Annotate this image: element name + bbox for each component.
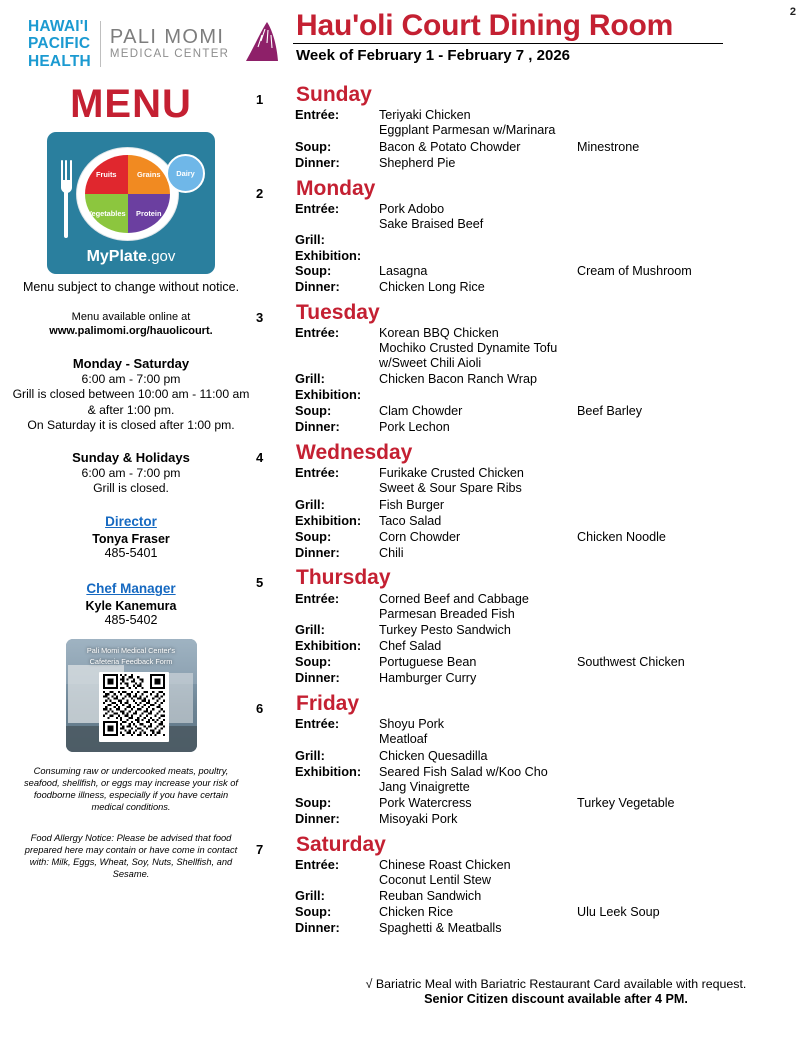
page-number: 2 <box>789 6 796 18</box>
menu-row <box>250 387 802 403</box>
menu-row-value: Portuguese Bean <box>379 655 477 670</box>
menu-row-label: Entrée: <box>295 590 340 606</box>
menu-row <box>250 670 802 686</box>
staff-chef-manager <box>12 580 250 627</box>
menu-row-value: Clam Chowder <box>379 403 463 418</box>
myplate-wordmark-main: MyPlate <box>86 248 148 265</box>
menu-row-label: Soup: <box>295 794 332 810</box>
menu-row <box>250 529 802 545</box>
day-rows <box>250 107 802 171</box>
menu-row-value: Chinese Roast Chicken <box>379 857 511 872</box>
weekday-grill-note-1: Grill is closed between 10:00 am - 11:00 am & after 1:00 pm. <box>12 387 250 417</box>
menu-row-label: Grill: <box>295 747 325 763</box>
page-title: Hau'oli Court Dining Room <box>296 9 674 42</box>
pali-momi-name: PALI MOMI <box>109 26 225 49</box>
menu-row-value-secondary: Minestrone <box>577 139 640 154</box>
menu-row-value: Lasagna <box>379 264 428 279</box>
staff-director <box>12 513 250 560</box>
menu-row <box>250 764 802 795</box>
day-name: Saturday <box>296 832 386 856</box>
day-rows <box>250 591 802 687</box>
pali-momi-logo <box>110 27 229 60</box>
day-number: 7 <box>256 841 264 857</box>
menu-row-value: Sake Braised Beef <box>379 216 484 231</box>
weekend-hours-time: 6:00 am - 7:00 pm <box>81 465 181 480</box>
menu-row <box>250 248 802 264</box>
change-notice: Menu subject to change without notice. <box>22 280 240 294</box>
bariatric-note: √ Bariatric Meal with Bariatric Restaurant Card available with request. <box>365 977 747 991</box>
day-number: 4 <box>256 449 264 465</box>
menu-footer-notes <box>250 977 810 1006</box>
menu-row-value-secondary: Southwest Chicken <box>577 655 685 670</box>
weekday-hours-time: 6:00 am - 7:00 pm <box>81 372 181 387</box>
menu-row-label: Soup: <box>295 528 332 544</box>
menu-row <box>250 419 802 435</box>
menu-row <box>250 201 802 217</box>
online-availability <box>12 311 250 339</box>
day-rows <box>250 857 802 937</box>
menu-row-value: Chicken Long Rice <box>379 280 485 295</box>
menu-row-value: Korean BBQ Chicken <box>379 326 499 341</box>
menu-row-label: Dinner: <box>295 920 340 936</box>
myplate-grains: Grains <box>128 155 171 194</box>
menu-row-value-secondary: Chicken Noodle <box>577 529 666 544</box>
menu-row <box>250 139 802 155</box>
menu-row-value-secondary: Ulu Leek Soup <box>577 905 660 920</box>
menu-row-label: Dinner: <box>295 154 340 170</box>
menu-row <box>250 873 802 889</box>
raw-food-legal-notice: Consuming raw or undercooked meats, poultry, seafood, shellfish, or eggs may increase your risk of foodborne illness, especially if you have certain medical conditions. <box>24 766 238 813</box>
menu-row <box>250 155 802 171</box>
menu-row-label: Soup: <box>295 263 332 279</box>
day-rows <box>250 325 802 435</box>
menu-row-value: Shoyu Pork <box>379 717 445 732</box>
menu-row-value: Fish Burger <box>379 497 445 512</box>
menu-row-label: Grill: <box>295 496 325 512</box>
menu-row <box>250 591 802 607</box>
director-phone: 485-5401 <box>104 546 158 561</box>
menu-row-label: Dinner: <box>295 670 340 686</box>
menu-row-value: Corned Beef and Cabbage <box>379 591 529 606</box>
menu-row-label: Dinner: <box>295 279 340 295</box>
menu-row-label: Exhibition: <box>295 247 362 263</box>
hph-line-1: HAWAI'I <box>28 18 89 35</box>
menu-row-value: Reuban Sandwich <box>379 889 482 904</box>
menu-row-value: Seared Fish Salad w/Koo Cho Jang Vinaigrette <box>379 764 548 794</box>
brand-logos <box>28 18 281 70</box>
chef-manager-role-link[interactable]: Chef Manager <box>86 581 176 597</box>
menu-row-value: Pork Watercress <box>379 795 472 810</box>
menu-row-value: Eggplant Parmesan w/Marinara <box>379 123 556 138</box>
menu-row <box>250 325 802 341</box>
menu-row-label: Exhibition: <box>295 638 362 654</box>
menu-row <box>250 107 802 123</box>
menu-row <box>250 904 802 920</box>
menu-row <box>250 545 802 561</box>
menu-row-label: Dinner: <box>295 544 340 560</box>
hph-line-3: HEALTH <box>28 52 91 70</box>
menu-row-value: Shepherd Pie <box>379 155 456 170</box>
weekday-grill-note-2: On Saturday it is closed after 1:00 pm. <box>27 417 235 432</box>
day-name: Friday <box>296 692 360 716</box>
menu-heading: MENU <box>70 82 192 126</box>
menu-row-value: Corn Chowder <box>379 529 461 544</box>
menu-row <box>250 638 802 654</box>
food-allergy-notice: Food Allergy Notice: Please be advised that food prepared here may contain or have come in contact with: Milk, Eggs, Wheat, Soy, Nuts, Shellfish, and Sesame. <box>24 832 238 879</box>
day-name: Wednesday <box>296 440 413 464</box>
menu-row-value: Pork Adobo <box>379 201 445 216</box>
menu-row <box>250 217 802 233</box>
menu-row-value: Spaghetti & Meatballs <box>379 921 502 936</box>
menu-row <box>250 622 802 638</box>
menu-url[interactable]: www.palimomi.org/hauolicourt. <box>49 324 213 337</box>
menu-row <box>250 371 802 387</box>
director-role-link[interactable]: Director <box>105 514 157 530</box>
day-block <box>250 567 802 686</box>
menu-row-value: Chicken Rice <box>379 905 454 920</box>
menu-row <box>250 732 802 748</box>
menu-row <box>250 481 802 497</box>
sidebar <box>12 84 250 880</box>
chef-manager-phone: 485-5402 <box>104 613 158 628</box>
myplate-dairy: Dairy <box>166 154 205 193</box>
qr-caption-line-2: Cafeteria Feedback Form <box>89 656 173 666</box>
menu-row <box>250 279 802 295</box>
menu-row <box>250 920 802 936</box>
menu-row-label: Exhibition: <box>295 512 362 528</box>
day-block <box>250 302 802 435</box>
hours-section <box>12 356 250 496</box>
menu-row-label: Dinner: <box>295 810 340 826</box>
myplate-wordmark <box>47 248 215 266</box>
menu-row <box>250 716 802 732</box>
myplate-protein: Protein <box>128 194 171 233</box>
menu-row-label: Grill: <box>295 232 325 248</box>
menu-row <box>250 403 802 419</box>
menu-row-value: Coconut Lentil Stew <box>379 872 492 887</box>
menu-row-label: Entrée: <box>295 856 340 872</box>
menu-row-label: Exhibition: <box>295 763 362 779</box>
menu-row-value: Pork Lechon <box>379 419 450 434</box>
weekend-grill-note: Grill is closed. <box>93 481 169 496</box>
senior-discount-note: Senior Citizen discount available after 4 PM. <box>424 992 688 1006</box>
day-block <box>250 693 802 827</box>
day-number: 3 <box>256 310 264 326</box>
menu-row-value: Teriyaki Chicken <box>379 108 471 123</box>
hph-line-2: PACIFIC <box>28 35 91 53</box>
menu-row-label: Entrée: <box>295 200 340 216</box>
menu-row-label: Dinner: <box>295 418 340 434</box>
title-divider <box>293 43 723 44</box>
day-name: Tuesday <box>296 301 380 325</box>
menu-row <box>250 654 802 670</box>
menu-row-label: Grill: <box>295 371 325 387</box>
day-number: 6 <box>256 701 264 717</box>
pali-momi-mountain-icon <box>241 21 281 68</box>
week-range: Week of February 1 - February 7 , 2026 <box>296 46 571 64</box>
qr-card-caption <box>66 639 197 667</box>
menu-row-value-secondary: Beef Barley <box>577 403 643 418</box>
menu-row <box>250 465 802 481</box>
day-block <box>250 442 802 561</box>
day-block <box>250 178 802 296</box>
menu-row-value: Chili <box>379 545 404 560</box>
myplate-fruits: Fruits <box>85 155 128 194</box>
day-name: Monday <box>296 176 376 200</box>
logo-divider <box>100 21 101 67</box>
menu-row <box>250 513 802 529</box>
menu-row-value: Meatloaf <box>379 732 428 747</box>
chef-manager-name: Kyle Kanemura <box>85 599 177 614</box>
day-name: Thursday <box>296 566 391 590</box>
menu-row <box>250 263 802 279</box>
menu-row-label: Soup: <box>295 138 332 154</box>
menu-row-value: Bacon & Potato Chowder <box>379 139 521 154</box>
weekend-hours-title: Sunday & Holidays <box>72 449 190 465</box>
menu-row-label: Grill: <box>295 622 325 638</box>
menu-row <box>250 888 802 904</box>
menu-row-label: Exhibition: <box>295 387 362 403</box>
menu-row <box>250 341 802 371</box>
menu-row-value: Taco Salad <box>379 513 442 528</box>
day-block <box>250 834 802 937</box>
plate-shape <box>77 148 178 240</box>
day-number: 2 <box>256 185 264 201</box>
menu-row <box>250 748 802 764</box>
menu-row-value: Parmesan Breaded Fish <box>379 606 515 621</box>
day-block <box>250 84 802 171</box>
day-rows <box>250 716 802 827</box>
feedback-qr-card[interactable] <box>66 639 197 752</box>
day-rows <box>250 201 802 296</box>
menu-row-label: Entrée: <box>295 716 340 732</box>
myplate-wordmark-gov: .gov <box>147 248 176 265</box>
menu-row-value: Furikake Crusted Chicken <box>379 465 524 480</box>
menu-row-value: Hamburger Curry <box>379 671 477 686</box>
day-number: 5 <box>256 575 264 591</box>
menu-row-label: Soup: <box>295 402 332 418</box>
menu-row-label: Soup: <box>295 654 332 670</box>
hawaii-pacific-health-logo <box>28 18 91 70</box>
weekly-menu <box>250 84 802 943</box>
weekday-hours-title: Monday - Saturday <box>72 356 190 372</box>
menu-row-value: Chef Salad <box>379 639 442 654</box>
menu-row-label: Entrée: <box>295 464 340 480</box>
document-title-block <box>296 10 673 64</box>
menu-row <box>250 123 802 139</box>
menu-row <box>250 607 802 623</box>
menu-row <box>250 232 802 248</box>
myplate-graphic <box>47 132 215 274</box>
menu-row-value-secondary: Cream of Mushroom <box>577 264 692 279</box>
fork-icon <box>60 160 73 238</box>
director-name: Tonya Fraser <box>92 532 170 547</box>
menu-row-value: Chicken Bacon Ranch Wrap <box>379 372 537 387</box>
menu-row-value: Sweet & Sour Spare Ribs <box>379 480 522 495</box>
myplate-vegetables: Vegetables <box>85 194 128 233</box>
menu-row-value: Turkey Pesto Sandwich <box>379 623 511 638</box>
weekend-hours <box>12 450 250 496</box>
menu-row <box>250 811 802 827</box>
qr-code-icon[interactable] <box>99 672 169 742</box>
day-rows <box>250 465 802 561</box>
menu-row-label: Soup: <box>295 904 332 920</box>
menu-row-label: Grill: <box>295 888 325 904</box>
menu-row <box>250 857 802 873</box>
menu-row-value-secondary: Turkey Vegetable <box>577 795 675 810</box>
day-number: 1 <box>256 92 264 107</box>
menu-row <box>250 497 802 513</box>
menu-row <box>250 795 802 811</box>
online-availability-label: Menu available online at <box>71 310 191 323</box>
menu-row-value: Misoyaki Pork <box>379 811 458 826</box>
pali-momi-tagline: MEDICAL CENTER <box>109 47 230 60</box>
menu-row-label: Entrée: <box>295 325 340 341</box>
menu-row-value: Chicken Quesadilla <box>379 748 488 763</box>
menu-row-label: Entrée: <box>295 107 340 123</box>
qr-caption-line-1: Pali Momi Medical Center's <box>86 646 176 656</box>
day-name: Sunday <box>296 83 372 106</box>
menu-row-value: Mochiko Crusted Dynamite Tofu w/Sweet Chili Aioli <box>379 341 558 371</box>
